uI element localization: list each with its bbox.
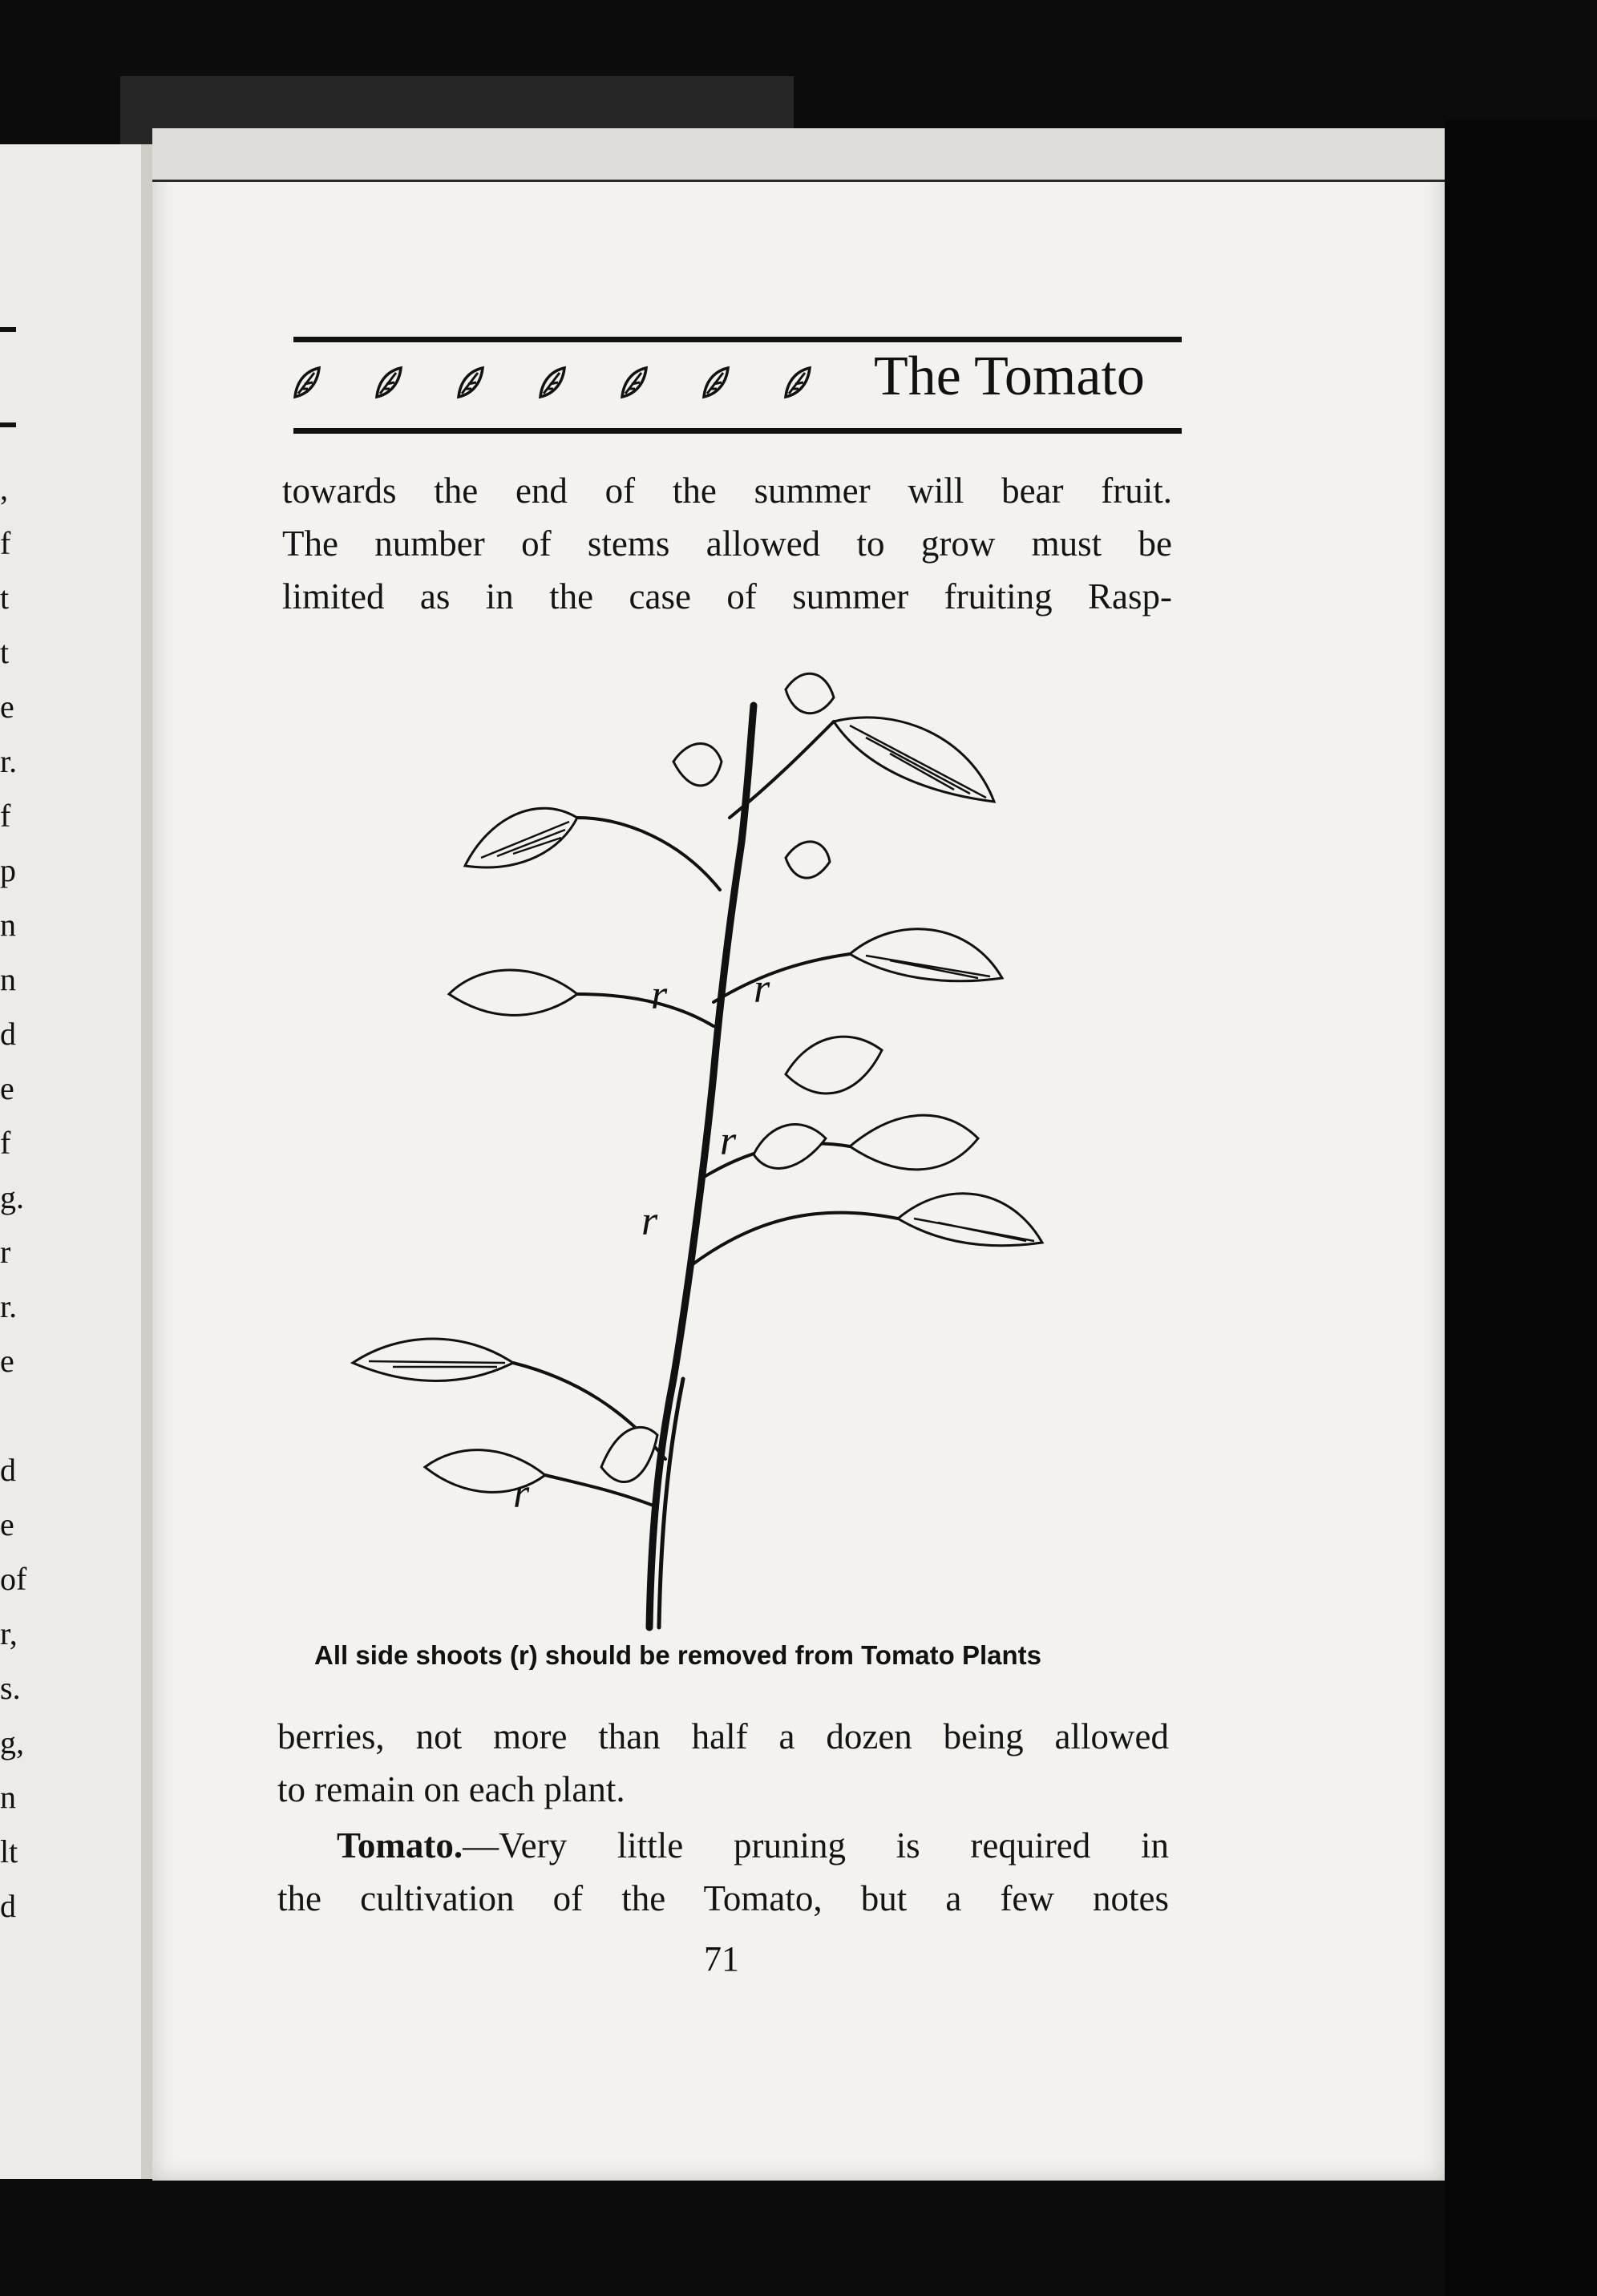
left-page-fragment: t (0, 580, 10, 616)
left-page-fragment: f (0, 525, 11, 561)
left-page-fragment: f (0, 798, 11, 834)
figure-caption: All side shoots (r) should be removed from Tomato Plants (314, 1640, 1042, 1670)
body-line-2: The number of stems allowed to grow must be (282, 523, 1172, 564)
tomato-heading: Tomato. (337, 1825, 463, 1866)
body-line-1: towards the end of the summer will bear fruit. (282, 471, 1172, 511)
shoot-marker-3: r (720, 1118, 737, 1164)
body-line-5: to remain on each plant. (277, 1769, 625, 1809)
left-page-fragment: n (0, 1779, 16, 1815)
shoot-marker-1: r (651, 972, 668, 1018)
left-page-fragment: e (0, 1343, 14, 1379)
left-page-fragment: n (0, 961, 16, 997)
left-page-fragment: r. (0, 743, 18, 779)
left-page-fragment: r. (0, 1288, 18, 1324)
left-facing-page (0, 144, 141, 2179)
left-page-fragment: f (0, 1125, 11, 1161)
left-page-fragment: t (0, 634, 10, 670)
left-page-fragment: n (0, 907, 16, 943)
left-page-fragment: r, (0, 1615, 18, 1651)
running-title: The Tomato (874, 346, 1145, 407)
shoot-marker-5: r (513, 1471, 530, 1517)
body-line-3: limited as in the case of summer fruiting Rasp- (282, 576, 1172, 616)
left-page-fragment: , (0, 471, 8, 507)
shoot-marker-2: r (754, 966, 770, 1012)
body-line-6 (277, 1825, 1169, 1866)
leaf-ornament-icon (701, 365, 731, 400)
left-page-rule-top (0, 327, 16, 332)
left-page-fragment: g, (0, 1724, 24, 1760)
tomato-text-first: —Very little pruning is required in (463, 1825, 1169, 1866)
page-number: 71 (704, 1939, 739, 1979)
book-gutter (141, 144, 152, 2179)
leaf-ornament-icon (455, 365, 486, 400)
left-page-fragment: d (0, 1016, 16, 1052)
left-page-fragment: e (0, 689, 14, 725)
left-page-fragment: e (0, 1506, 14, 1542)
leaf-ornament-icon (537, 365, 568, 400)
leaf-ornament-icon (782, 365, 813, 400)
leaf-ornament-icon (619, 365, 649, 400)
shoot-marker-4: r (641, 1199, 658, 1244)
page-top-edge (152, 128, 1445, 181)
left-page-fragment: lt (0, 1833, 18, 1870)
left-page-rule-bottom (0, 422, 16, 427)
header-rule-bottom (293, 428, 1182, 434)
left-page-fragment: p (0, 852, 16, 888)
body-line-7: the cultivation of the Tomato, but a few notes (277, 1878, 1169, 1918)
page-edge-line (152, 180, 1445, 182)
leaf-ornament-icon (292, 365, 322, 400)
left-page-fragment: of (0, 1561, 27, 1597)
left-page-fragment: d (0, 1452, 16, 1488)
header-rule-top (293, 337, 1182, 342)
left-page-fragment: g. (0, 1179, 24, 1215)
body-line-4: berries, not more than half a dozen being allowed (277, 1716, 1169, 1756)
left-page-fragment: e (0, 1070, 14, 1106)
left-page-fragment: d (0, 1888, 16, 1924)
left-page-fragment: r (0, 1234, 11, 1270)
left-page-fragment: s. (0, 1670, 21, 1706)
leaf-ornament-icon (374, 365, 404, 400)
tomato-plant-illustration (337, 657, 1122, 1635)
